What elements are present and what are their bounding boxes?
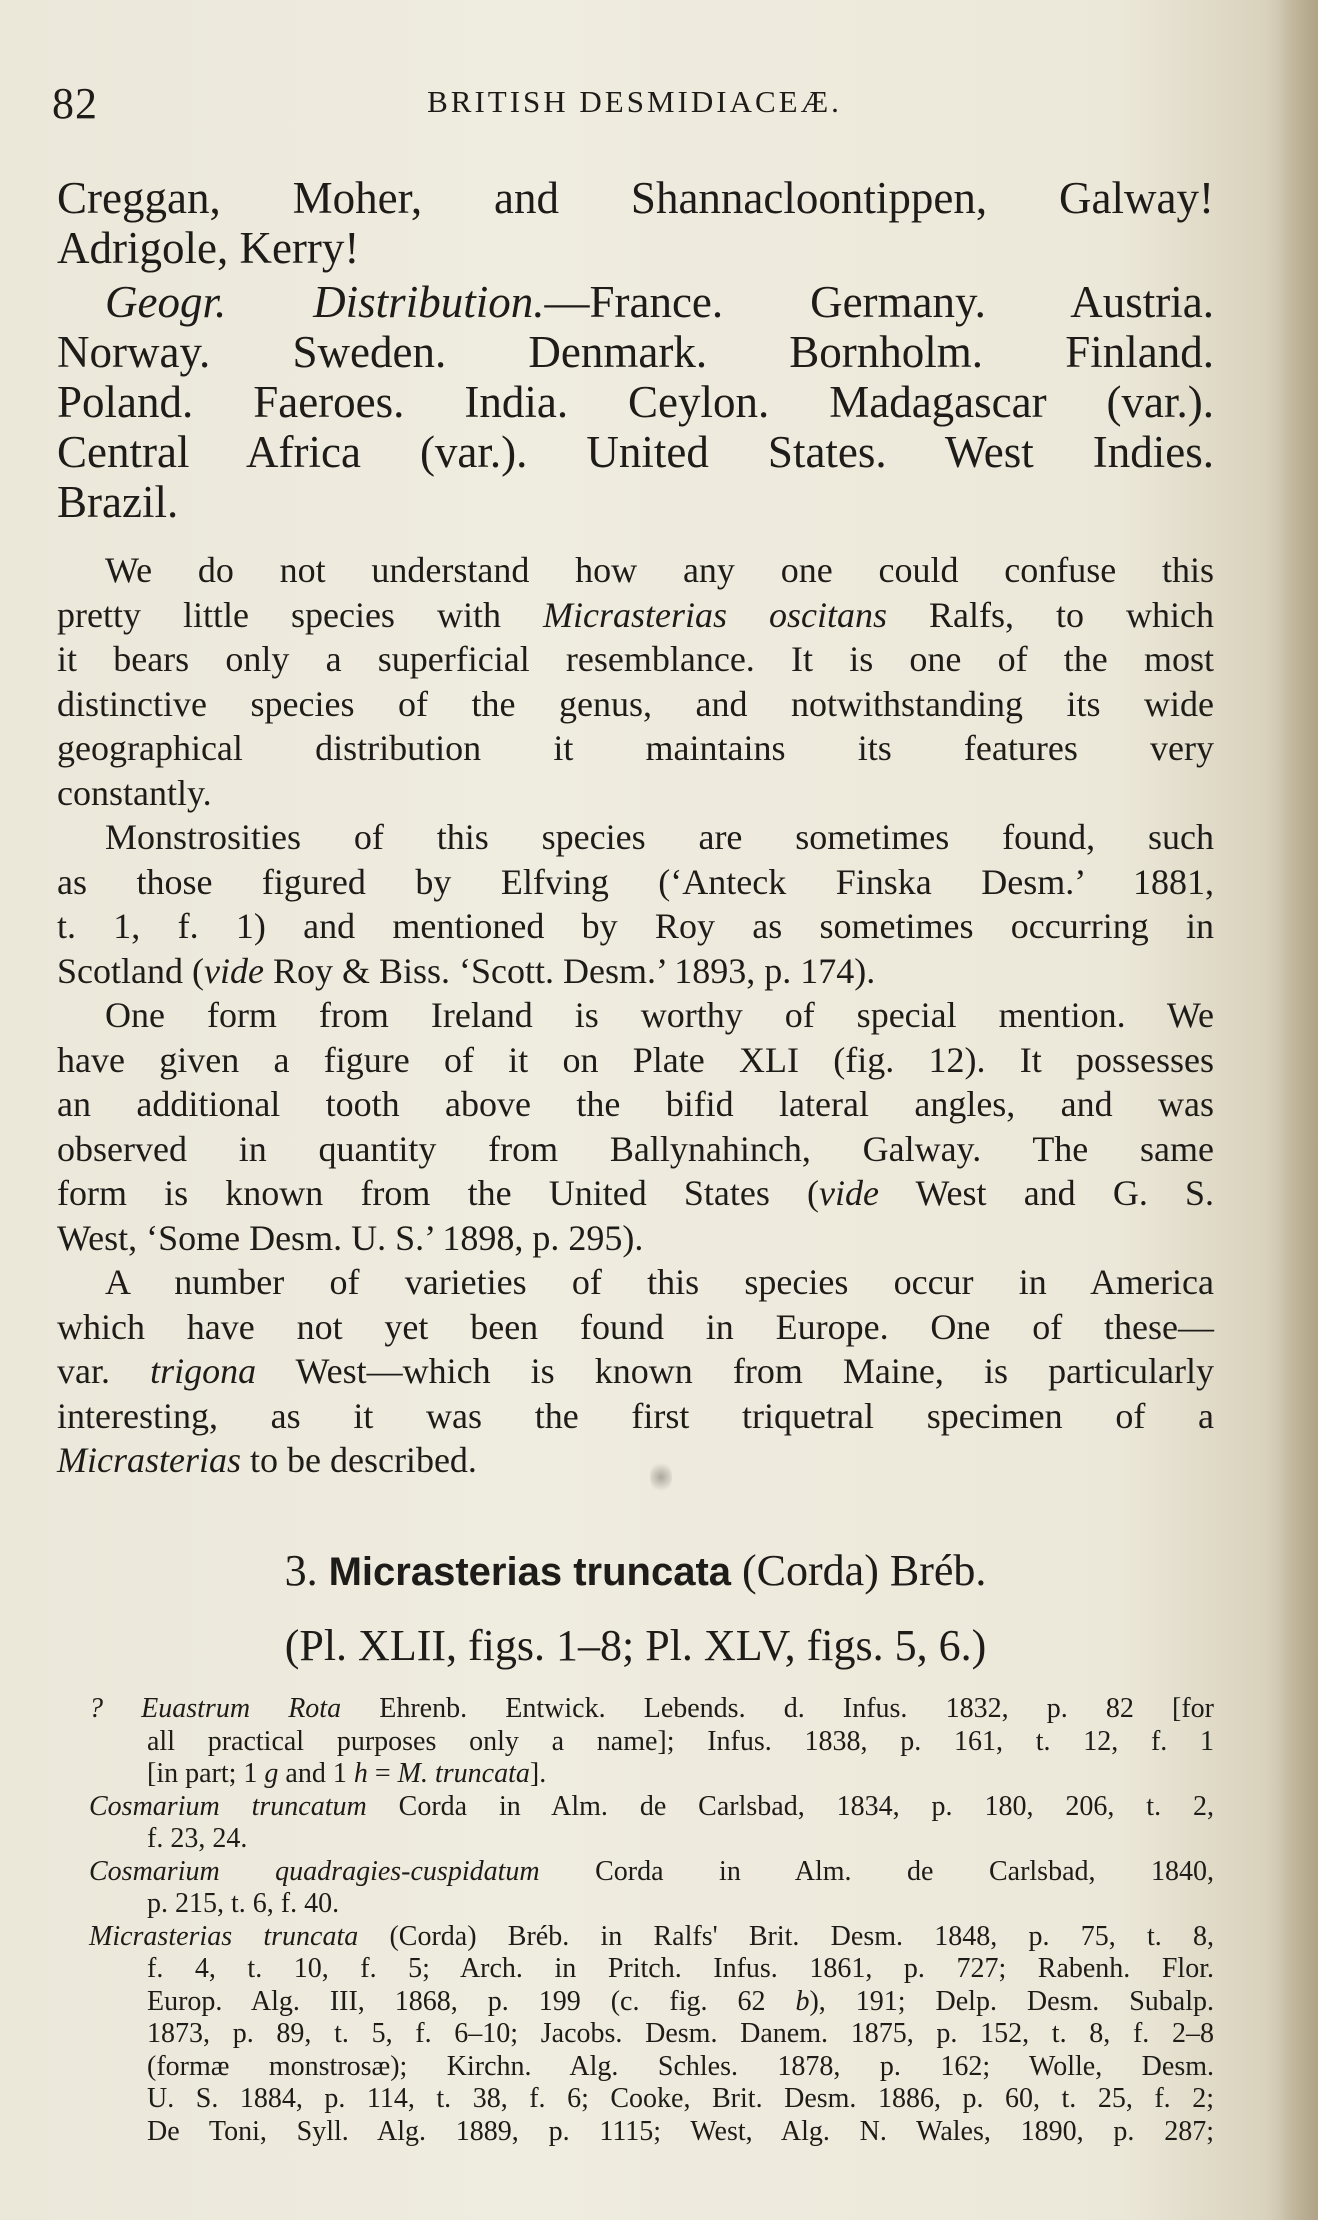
text-line: var. trigona West—which is known from Maine, is particularly [57,1351,1214,1391]
intro-locality [57,173,1214,273]
page-header [52,78,1217,138]
synonym-entry: Micrasterias truncata (Corda) Bréb. in Ralfs' Brit. Desm. 1848, p. 75, t. 8, [89,1920,1214,1952]
text-line: observed in quantity from Ballynahinch, Galway. The same [57,1128,1214,1169]
species-heading: 3. Micrasterias truncata (Corda) Bréb. [284,1546,987,1595]
synonym-entry: Cosmarium quadragies-cuspidatum Corda in Alm. de Carlsbad, 1840, [89,1855,1214,1887]
text-line: distinctive species of the genus, and notwithstanding its wide [57,683,1214,724]
plate-reference: (Pl. XLII, figs. 1–8; Pl. XLV, figs. 5, 6.) [284,1621,987,1670]
text-line: Creggan, Moher, and Shannacloontippen, Galway! [57,173,1214,223]
text-line: Brazil. [57,477,179,527]
text-line: f. 23, 24. [147,1823,248,1854]
text-line: 1873, p. 89, t. 5, f. 6–10; Jacobs. Desm. Danem. 1875, p. 152, t. 8, f. 2–8 [147,2018,1214,2049]
page-number: 82 [52,79,98,128]
synonymy-list [57,1693,1214,2148]
text-line: U. S. 1884, p. 114, t. 38, f. 6; Cooke, Brit. Desm. 1886, p. 60, t. 25, f. 2; [147,2083,1214,2114]
text-line: West, ‘Some Desm. U. S.’ 1898, p. 295). [57,1217,644,1258]
text-line: Poland. Faeroes. India. Ceylon. Madagascar (var.). [57,377,1214,427]
text-line: it bears only a superficial resemblance. It is one of the most [57,639,1214,679]
text-line: [in part; 1 g and 1 h = M. truncata]. [147,1758,547,1789]
text-line: A number of varieties of this species occur in America [105,1262,1214,1302]
text-line: interesting, as it was the first triquetral specimen of a [57,1395,1214,1436]
text-line: t. 1, f. 1) and mentioned by Roy as sometimes occurring in [57,906,1214,946]
text-line: which have not yet been found in Europe. One of these— [57,1306,1214,1347]
synonym-entry: Cosmarium truncatum Corda in Alm. de Carlsbad, 1834, p. 180, 206, t. 2, [89,1790,1214,1822]
geographic-distribution [57,277,1214,527]
text-line: De Toni, Syll. Alg. 1889, p. 1115; West, Alg. N. Wales, 1890, p. 287; [147,2115,1214,2147]
running-head: BRITISH DESMIDIACEÆ. [427,84,842,119]
text-line: Scotland (vide Roy & Biss. ‘Scott. Desm.’ 1893, p. 174). [57,950,876,991]
text-line: form is known from the United States (vide West and G. S. [57,1173,1214,1213]
text-line: Monstrosities of this species are sometimes found, such [105,817,1214,857]
synonym-entry: ? Euastrum Rota Ehrenb. Entwick. Lebends. d. Infus. 1832, p. 82 [for [89,1693,1215,1724]
text-line: We do not understand how any one could confuse this [105,550,1214,590]
text-line: Norway. Sweden. Denmark. Bornholm. Finland. [57,327,1214,377]
text-line: as those figured by Elfving (‘Anteck Finska Desm.’ 1881, [57,861,1214,902]
text-line: (formæ monstrosæ); Kirchn. Alg. Schles. 1878, p. 162; Wolle, Desm. [147,2050,1214,2082]
body-text [57,548,1214,1483]
text-line: Central Africa (var.). United States. West Indies. [57,427,1214,477]
page-edge-shadow [1278,0,1318,2220]
text-line: Adrigole, Kerry! [57,223,360,273]
text-line: Europ. Alg. III, 1868, p. 199 (c. fig. 62 b), 191; Delp. Desm. Subalp. [147,1985,1214,2017]
text-line: Micrasterias to be described. [57,1440,477,1480]
text-line: geographical distribution it maintains its features very [57,728,1214,768]
text-line: p. 215, t. 6, f. 40. [147,1888,340,1919]
text-line: f. 4, t. 10, f. 5; Arch. in Pritch. Infus. 1861, p. 727; Rabenh. Flor. [147,1953,1214,1984]
text-line: One form from Ireland is worthy of special mention. We [105,995,1214,1035]
text-line: all practical purposes only a name]; Infus. 1838, p. 161, t. 12, f. 1 [147,1725,1214,1757]
text-line: pretty little species with Micrasterias oscitans Ralfs, to which [57,594,1214,635]
text-line: an additional tooth above the bifid lateral angles, and was [57,1084,1214,1124]
distribution-label: Geogr. Distribution. [105,277,545,327]
text-line: Geogr. Distribution.—France. Germany. Austria. [105,277,1215,327]
species-name: Micrasterias truncata [328,1550,732,1594]
text-line: constantly. [57,772,212,813]
text-line: have given a figure of it on Plate XLI (fig. 12). It possesses [57,1039,1214,1080]
